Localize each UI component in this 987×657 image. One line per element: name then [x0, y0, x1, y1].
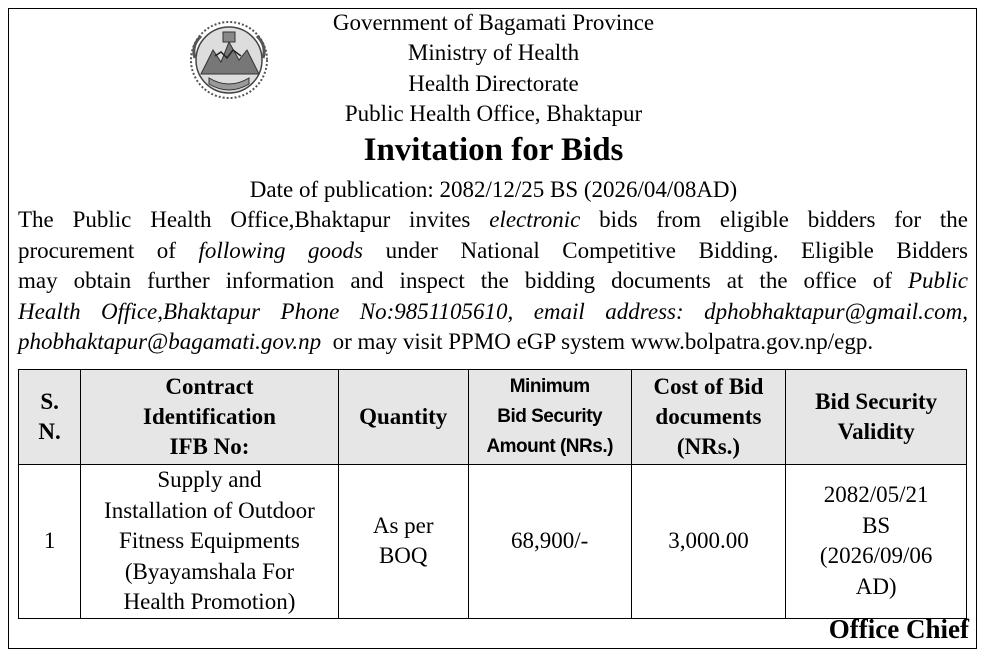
- cell-text: As per: [372, 512, 434, 538]
- cell-text: (Byayamshala For: [124, 558, 295, 584]
- cell-text: Fitness Equipments: [119, 528, 300, 553]
- cell-cost: 3,000.00: [631, 465, 786, 619]
- signature-office-chief: Office Chief: [828, 614, 969, 644]
- cell-text: Supply and: [157, 467, 262, 492]
- header-text: Validity: [837, 419, 915, 444]
- email-text: phobhaktapur@bagamati.gov.np: [18, 329, 322, 355]
- header-quantity: [338, 370, 468, 465]
- body-text: procurement of: [18, 237, 199, 263]
- body-text: may obtain further information and inspect the bidding documents at the office of: [18, 268, 908, 294]
- header-text: Contract: [165, 374, 254, 399]
- cell-validity: [786, 465, 967, 619]
- cell-text: AD): [855, 573, 897, 599]
- cell-min-security: 68,900/-: [468, 465, 631, 619]
- body-text: bids from eligible bidders for the: [580, 207, 968, 232]
- cell-contract: [81, 465, 338, 619]
- header-text: N.: [38, 419, 61, 444]
- body-text: under National Competitive Bidding. Eligible Bidders: [362, 237, 968, 263]
- body-line: [18, 266, 968, 297]
- header-government: Government of Bagamati Province: [332, 10, 655, 35]
- bids-table: [18, 369, 967, 619]
- body-italic: Public: [907, 268, 968, 294]
- cell-text: Health Promotion): [123, 589, 296, 614]
- cell-text: 2082/05/21: [823, 482, 929, 508]
- header-directorate: Health Directorate: [408, 71, 579, 96]
- body-italic: electronic: [489, 207, 581, 232]
- header-text: Minimum: [509, 376, 590, 397]
- cell-sn: 1: [19, 465, 81, 619]
- body-italic: Health Office,Bhaktapur Phone No:9851105610, email address: dphobhaktapur@gmail.com,: [18, 298, 968, 324]
- publication-date: Date of publication: 2082/12/25 BS (2026/04/08AD): [249, 177, 738, 202]
- table-row: [19, 465, 967, 619]
- header-text: Amount (NRs.): [486, 436, 613, 457]
- header-cost: [631, 370, 786, 465]
- header-ministry: Ministry of Health: [407, 40, 580, 65]
- cell-text: Installation of Outdoor: [104, 497, 315, 523]
- header-contract: [81, 370, 338, 465]
- cell-text: (2026/09/06: [819, 543, 933, 569]
- cell-text: BOQ: [378, 543, 428, 569]
- body-text: or may visit PPMO eGP system www.bolpatra.gov.np/egp.: [321, 329, 874, 355]
- header-text: documents: [655, 404, 762, 429]
- cell-text: BS: [862, 512, 891, 538]
- header-text: Identification: [143, 404, 276, 429]
- header-text: Bid Security: [815, 389, 938, 414]
- body-line: [18, 297, 968, 328]
- body-line: [18, 236, 968, 267]
- body-line: [18, 205, 968, 236]
- header-min-security: [468, 370, 631, 465]
- notice-body: [18, 205, 968, 358]
- body-line: [18, 327, 968, 358]
- body-italic: following goods: [198, 237, 363, 263]
- header-text: Quantity: [359, 404, 448, 429]
- header-office: Public Health Office, Bhaktapur: [344, 101, 643, 126]
- table-header-row: [19, 370, 967, 465]
- body-text: The Public Health Office,Bhaktapur invites: [18, 207, 490, 232]
- header-sn: [19, 370, 81, 465]
- header-validity: [786, 370, 967, 465]
- header-text: S.: [40, 389, 59, 414]
- header-text: (NRs.): [676, 434, 741, 459]
- header-text: Cost of Bid: [653, 374, 764, 399]
- cell-quantity: [338, 465, 468, 619]
- page-title: Invitation for Bids: [363, 132, 624, 168]
- header-text: Bid Security: [497, 406, 603, 427]
- header-text: IFB No:: [169, 434, 250, 459]
